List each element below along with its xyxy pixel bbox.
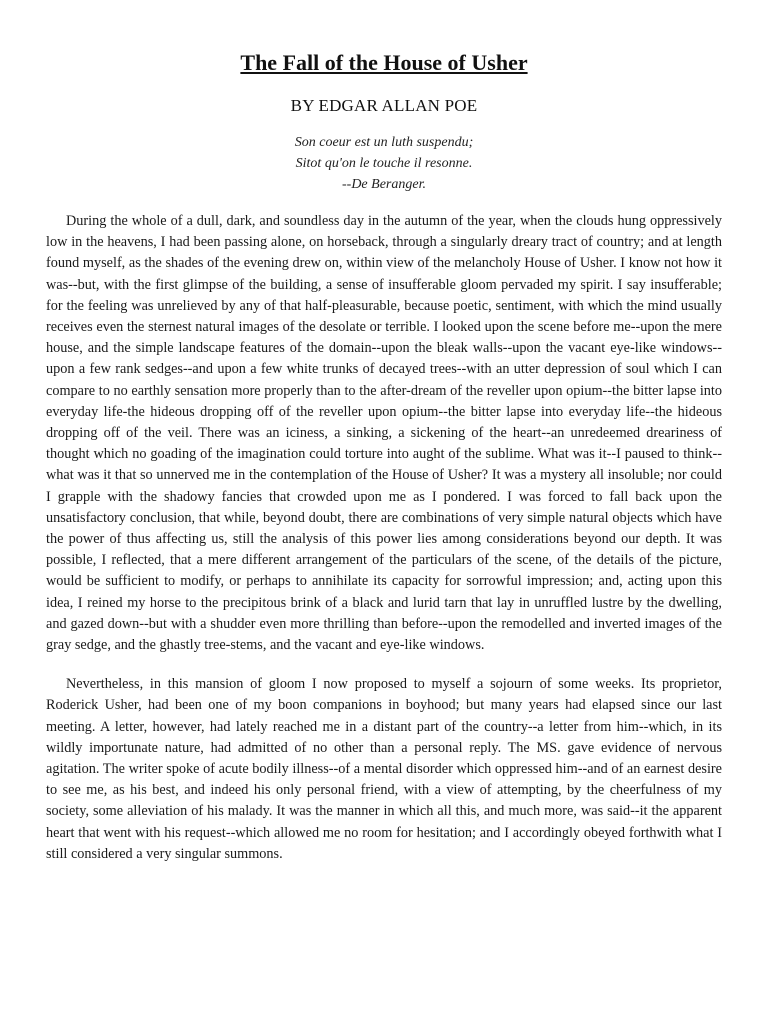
epigraph-line: Son coeur est un luth suspendu; [294, 135, 474, 150]
epigraph [46, 132, 722, 195]
epigraph-line: Sitot qu'on le touche il resonne. [295, 156, 473, 171]
epigraph-attribution: --De Beranger. [342, 177, 426, 192]
document-title: The Fall of the House of Usher [240, 50, 528, 75]
paragraph: During the whole of a dull, dark, and soundless day in the autumn of the year, when the clouds hung oppressively low in the heavens, I had been passing alone, on horseback, through a singularly dreary tract of country; and at length found myself, as the shades of the evening drew on, within view of the melancholy House of Usher. I know not how it was--but, with the first glimpse of the building, a sense of insufferable gloom pervaded my spirit. I say insufferable; for the feeling was unrelieved by any of that half-pleasurable, because poetic, sentiment, with which the mind usually receives even the sternest natural images of the desolate or terrible. I looked upon the scene before me--upon the mere house, and the simple landscape features of the domain--upon the bleak walls--upon the vacant eye-like windows--upon a few rank sedges--and upon a few white trunks of decayed trees--with an utter depression of soul which I can compare to no earthly sensation more properly than to the after-dream of the reveller upon opium--the bitter lapse into everyday life-the hideous dropping off of the reveller upon opium--the bitter lapse into everyday life--the hideous dropping off of the veil. There was an iciness, a sinking, a sickening of the heart--an unredeemed dreariness of thought which no goading of the imagination could torture into aught of the sublime. What was it--I paused to think--what was it that so unnerved me in the contemplation of the House of Usher? It was a mystery all insoluble; nor could I grapple with the shadowy fancies that crowded upon me as I pondered. I was forced to fall back upon the unsatisfactory conclusion, that while, beyond doubt, there are combinations of very simple natural objects which have the power of thus affecting us, still the analysis of this power lies among considerations beyond our depth. It was possible, I reflected, that a mere different arrangement of the particulars of the scene, of the details of the picture, would be sufficient to modify, or perhaps to annihilate its capacity for sorrowful impression; and, acting upon this idea, I reined my horse to the precipitous brink of a black and lurid tarn that lay in unruffled lustre by the dwelling, and gazed down--but with a shudder even more thrilling than before--upon the remodelled and inverted images of the gray sedge, and the ghastly tree-stems, and the vacant and eye-like windows. [46, 213, 722, 654]
story-body [46, 211, 722, 865]
paragraph: Nevertheless, in this mansion of gloom I now proposed to myself a sojourn of some weeks. Its proprietor, Roderick Usher, had been one of my boon companions in boyhood; but many years had elapsed since our last meeting. A letter, however, had lately reached me in a distant part of the country--a letter from him--which, in its wildly importunate nature, had admitted of no other than a personal reply. The MS. gave evidence of nervous agitation. The writer spoke of acute bodily illness--of a mental disorder which oppressed him--and of an earnest desire to see me, as his best, and indeed his only personal friend, with a view of attempting, by the cheerfulness of my society, some alleviation of his malady. It was the manner in which all this, and much more, was said--it the apparent heart that went with his request--which allowed me no room for hesitation; and I accordingly obeyed forthwith what I still considered a very singular summons. [46, 676, 722, 862]
author-line: BY EDGAR ALLAN POE [290, 96, 478, 115]
